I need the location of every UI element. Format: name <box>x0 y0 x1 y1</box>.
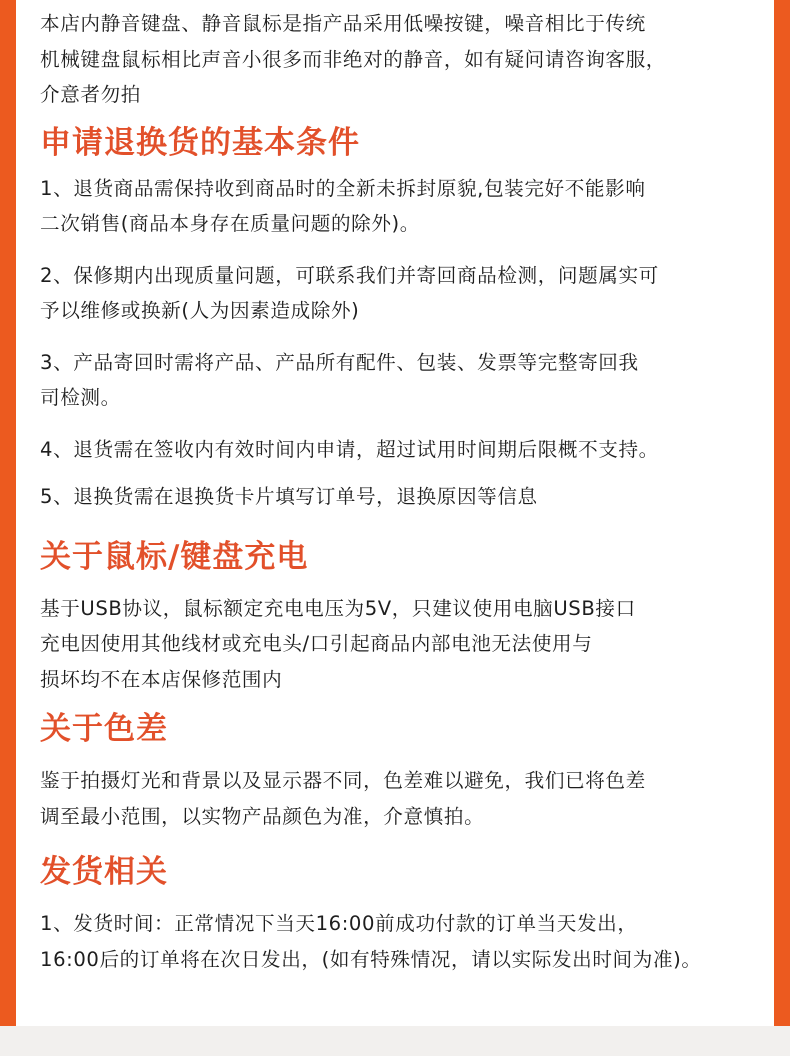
content-card <box>16 0 774 1026</box>
charging-line: 损坏均不在本店保修范围内 <box>40 667 283 691</box>
item-line: 2、保修期内出现质量问题，可联系我们并寄回商品检测，问题属实可 <box>40 263 659 287</box>
intro-note <box>40 6 764 113</box>
color-line: 鉴于拍摄灯光和背景以及显示器不同，色差难以避免，我们已将色差 <box>40 769 646 792</box>
intro-line: 介意者勿拍 <box>40 83 141 106</box>
color-text <box>40 763 764 834</box>
item-line: 二次销售(商品本身存在质量问题的除外)。 <box>40 212 420 235</box>
intro-line: 机械键盘鼠标相比声音小很多而非绝对的静音，如有疑问请咨询客服， <box>40 47 667 71</box>
shipping-section-title: 发货相关 <box>40 854 168 890</box>
item-line: 5、退换货需在退换货卡片填写订单号，退换原因等信息 <box>40 485 538 508</box>
item-line: 1、退货商品需保持收到商品时的全新未拆封原貌,包装完好不能影响 <box>40 176 646 200</box>
charging-section-title: 关于鼠标/键盘充电 <box>40 538 309 575</box>
returns-condition-item <box>40 171 764 242</box>
item-line: 予以维修或换新(人为因素造成除外) <box>40 299 360 322</box>
returns-condition-item <box>40 258 764 329</box>
charging-line: 基于USB协议，鼠标额定充电电压为5V，只建议使用电脑USB接口 <box>40 596 636 620</box>
item-line: 4、退货需在签收内有效时间内申请，超过试用时间期后限概不支持。 <box>40 437 659 461</box>
returns-condition-item <box>40 345 764 416</box>
intro-line: 本店内静音键盘、静音鼠标是指产品采用低噪按键，噪音相比于传统 <box>40 12 646 35</box>
item-line: 司检测。 <box>40 386 121 409</box>
returns-section-title: 申请退换货的基本条件 <box>40 124 360 161</box>
returns-condition-item <box>40 479 764 515</box>
returns-condition-item <box>40 432 764 468</box>
shipping-text <box>40 906 764 977</box>
color-line: 调至最小范围，以实物产品颜色为准，介意慎拍。 <box>40 804 485 828</box>
charging-text <box>40 591 764 698</box>
returns-conditions-list <box>40 171 764 515</box>
bottom-margin-band <box>0 1026 790 1056</box>
color-section-title: 关于色差 <box>40 711 168 747</box>
charging-line: 充电因使用其他线材或充电头/口引起商品内部电池无法使用与 <box>40 632 593 655</box>
shipping-line: 16:00后的订单将在次日发出，(如有特殊情况，请以实际发出时间为准)。 <box>40 947 702 971</box>
item-line: 3、产品寄回时需将产品、产品所有配件、包装、发票等完整寄回我 <box>40 350 639 374</box>
shipping-line: 1、发货时间：正常情况下当天16:00前成功付款的订单当天发出， <box>40 912 638 935</box>
